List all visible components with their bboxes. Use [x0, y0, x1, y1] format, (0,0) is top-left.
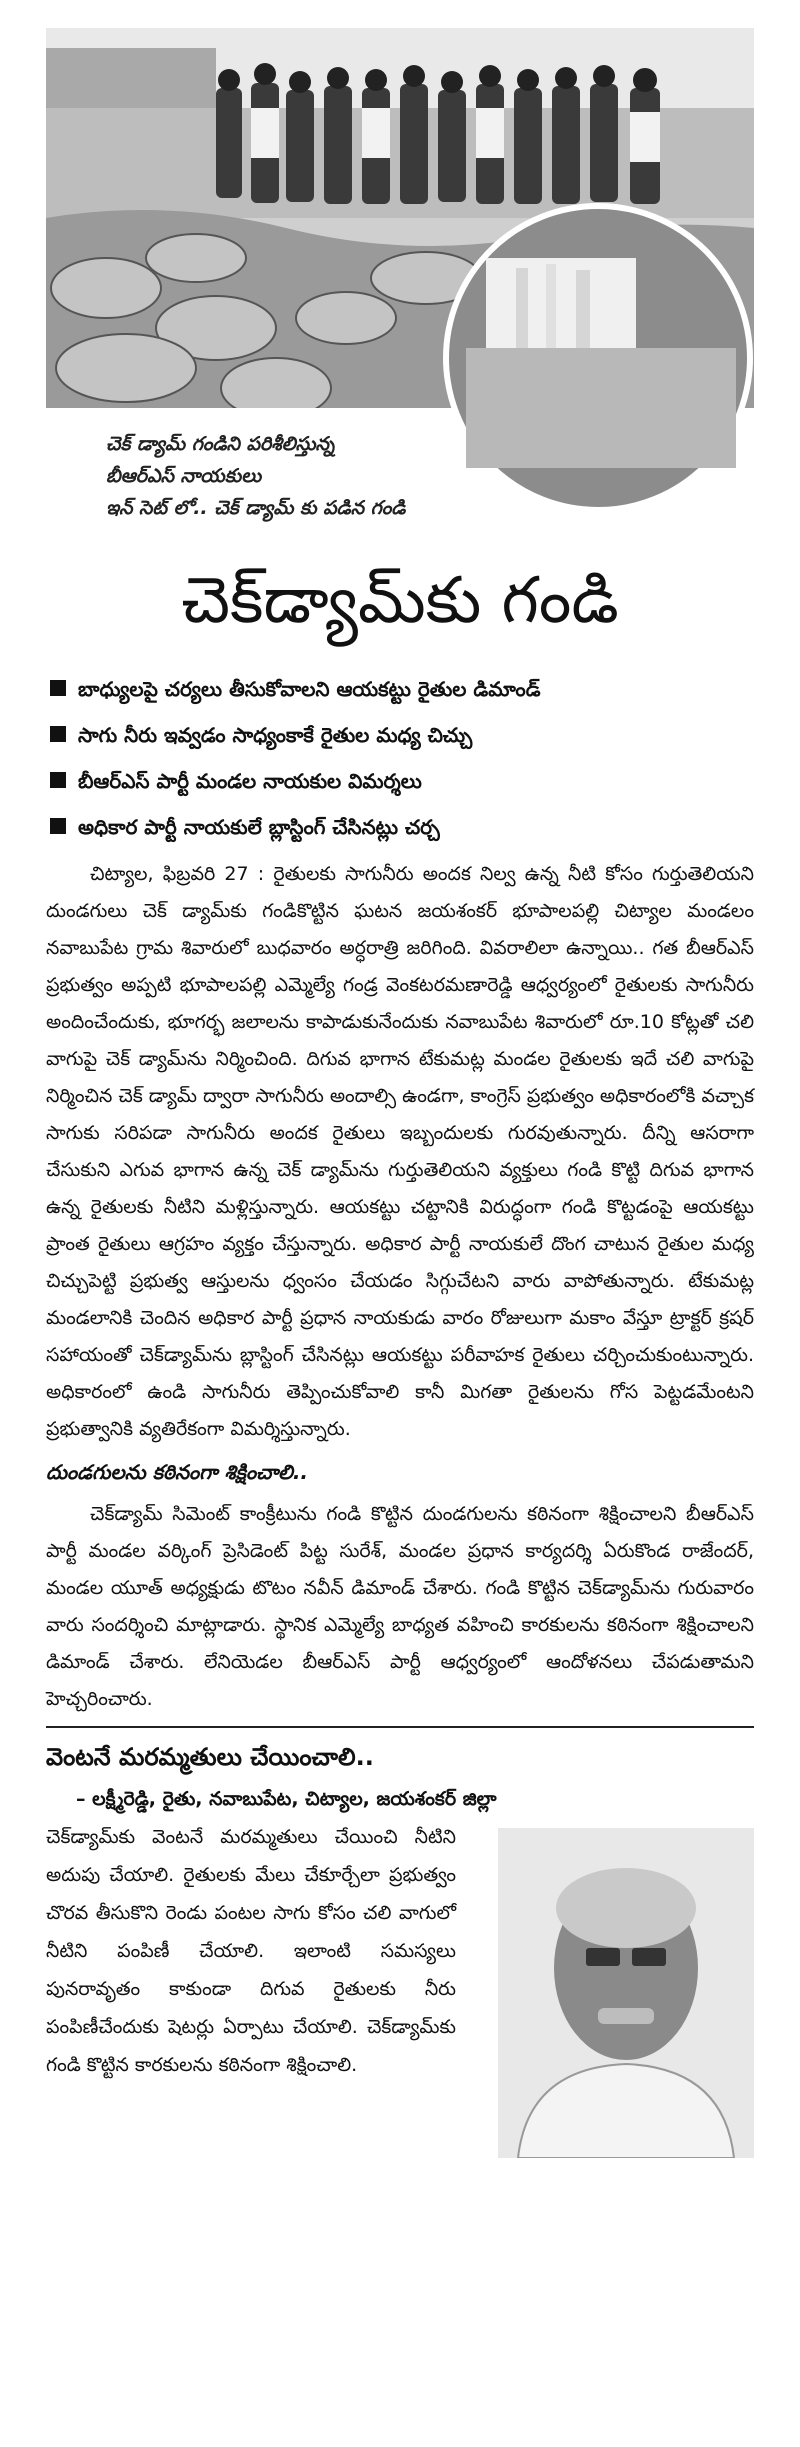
body-paragraph: చిట్యాల, ఫిబ్రవరి 27 : రైతులకు సాగునీరు అందక నిల్వ ఉన్న నీటి కోసం గుర్తుతెలియని దుండగులు చెక్ డ్యామ్‌కు గండికొట్టిన ఘటన జయశంకర్ భూపాలపల్లి చిట్యాల మండలం నవాబుపేట గ్రామ శివారులో బుధవారం అర్ధరాత్రి జరిగింది. వివరాలిలా ఉన్నాయి.. గత బీఆర్ఎస్ ప్రభుత్వం అప్పటి భూపాలపల్లి ఎమ్మెల్యే గండ్ర వెంకటరమణారెడ్డి ఆధ్వర్యంలో రైతులకు సాగునీరు అందించేందుకు, భూగర్భ జలాలను కాపాడుకునేందుకు నవాబుపేట శివారులో రూ.10 కోట్లతో చలి వాగుపై చెక్ డ్యామ్‌ను నిర్మించింది. దిగువ భాగాన టేకుమట్ల మండల రైతులకు ఇదే చలి వాగుపై నిర్మించిన చెక్ డ్యామ్ ద్వారా సాగునీరు అందాల్సి ఉండగా, కాంగ్రెస్ ప్రభుత్వం అధికారంలోకి వచ్చాక సాగుకు సరిపడా సాగునీరు అందక రైతులు ఇబ్బందులకు గురవుతున్నారు. దీన్ని ఆసరాగా చేసుకుని ఎగువ భాగాన ఉన్న చెక్ డ్యామ్‌ను గుర్తుతెలియని వ్యక్తులు గండి కొట్టి దిగువ భాగాన ఉన్న రైతులకు నీటిని మళ్లిస్తున్నారు. ఆయకట్టు చట్టానికి విరుద్ధంగా గండి కొట్టడంపై ఆయకట్టు ప్రాంత రైతులు ఆగ్రహం వ్యక్తం చేస్తున్నారు. అధికార పార్టీ నాయకులే దొంగ చాటున రైతుల మధ్య చిచ్చుపెట్టి ప్రభుత్వ ఆస్తులను ధ్వంసం చేయడం సిగ్గుచేటని వారు వాపోతున్నారు. టేకుమట్ల మండలానికి చెందిన అధికార పార్టీ ప్రధాన నాయకుడు వారం రోజులుగా మకాం వేస్తూ ట్రాక్టర్ క్రషర్ సహాయంతో చెక్‌డ్యామ్‌ను బ్లాస్టింగ్ చేసినట్లు ఆయకట్టు పరీవాహక రైతులు చర్చించుకుంటున్నారు. అధికారంలో ఉండి సాగునీరు తెప్పించుకోవాలి కానీ మిగతా రైతులను గోస పెట్టడమేంటని ప్రభుత్వానికి వ్యతిరేకంగా విమర్శిస్తున్నారు.	[46, 863, 754, 1440]
photo-caption-line: బీఆర్ఎస్ నాయకులు	[106, 465, 262, 487]
news-article	[46, 28, 754, 2084]
headline: చెక్‌డ్యామ్‌కు గండి	[181, 564, 619, 638]
quote-section	[46, 1818, 754, 2084]
highlight-bullet: సాగు నీరు ఇవ్వడం సాధ్యంకాకే రైతుల మధ్య చిచ్చు	[46, 712, 754, 758]
photo-caption	[106, 428, 486, 524]
photo-caption-line: చెక్ డ్యామ్ గండిని పరిశీలిస్తున్న	[106, 433, 335, 455]
farmer-portrait	[498, 1828, 754, 2158]
highlight-bullet: బీఆర్ఎస్ పార్టీ మండల నాయకుల విమర్శలు	[46, 758, 754, 804]
subheading: వెంటనే మరమ్మతులు చేయించాలి..	[46, 1726, 754, 1780]
highlight-bullet: బాధ్యులపై చర్యలు తీసుకోవాలని ఆయకట్టు రైతుల డిమాండ్	[46, 666, 754, 712]
portrait-illustration	[498, 1828, 754, 2158]
body-paragraph: చెక్‌డ్యామ్‌కు వెంటనే మరమ్మతులు చేయించి నీటిని అదుపు చేయాలి. రైతులకు మేలు చేకూర్చేలా ప్రభుత్వం చొరవ తీసుకొని రెండు పంటల సాగు కోసం చలి వాగులో నీటిని పంపిణీ చేయాలి. ఇలాంటి సమస్యలు పునరావృతం కాకుండా దిగువ రైతులకు నీరు పంపిణీచేందుకు షెటర్లు ఏర్పాటు చేయాలి. చెక్‌డ్యామ్‌కు గండి కొట్టిన కారకులను కఠినంగా శిక్షించాలి.	[46, 1826, 456, 2076]
subheading: దుండగులను కఠినంగా శిక్షించాలి..	[46, 1460, 309, 1484]
highlight-bullet: అధికార పార్టీ నాయకులే బ్లాస్టింగ్ చేసినట్లు చర్చ	[46, 804, 754, 850]
article-body	[46, 856, 754, 2084]
photo-caption-line: ఇన్ సెట్ లో.. చెక్ డ్యామ్ కు పడిన గండి	[106, 497, 406, 519]
inset-photo	[446, 206, 750, 510]
body-paragraph: చెక్‌డ్యామ్ సిమెంట్ కాంక్రీటును గండి కొట్టిన దుండగులను కఠినంగా శిక్షించాలని బీఆర్ఎస్ పార్టీ మండల వర్కింగ్ ప్రెసిడెంట్ పిట్ట సురేశ్, మండల ప్రధాన కార్యదర్శి ఏరుకొండ రాజేందర్, మండల యూత్ అధ్యక్షుడు టొటం నవీన్ డిమాండ్ చేశారు. గండి కొట్టిన చెక్‌డ్యామ్‌ను గురువారం వారు సందర్శించి మాట్లాడారు. స్థానిక ఎమ్మెల్యే బాధ్యత వహించి కారకులను కఠినంగా శిక్షించాలని డిమాండ్ చేశారు. లేనియెడల బీఆర్ఎస్ పార్టీ ఆధ్వర్యంలో ఆందోళనలు చేపడుతామని హెచ్చరించారు.	[46, 1503, 754, 1710]
article-photo	[46, 28, 754, 526]
quote-attribution: – లక్ష్మీరెడ్డి, రైతు, నవాబుపేట, చిట్యాల, జయశంకర్ జిల్లా	[76, 1788, 497, 1810]
highlight-bullets	[46, 666, 754, 850]
